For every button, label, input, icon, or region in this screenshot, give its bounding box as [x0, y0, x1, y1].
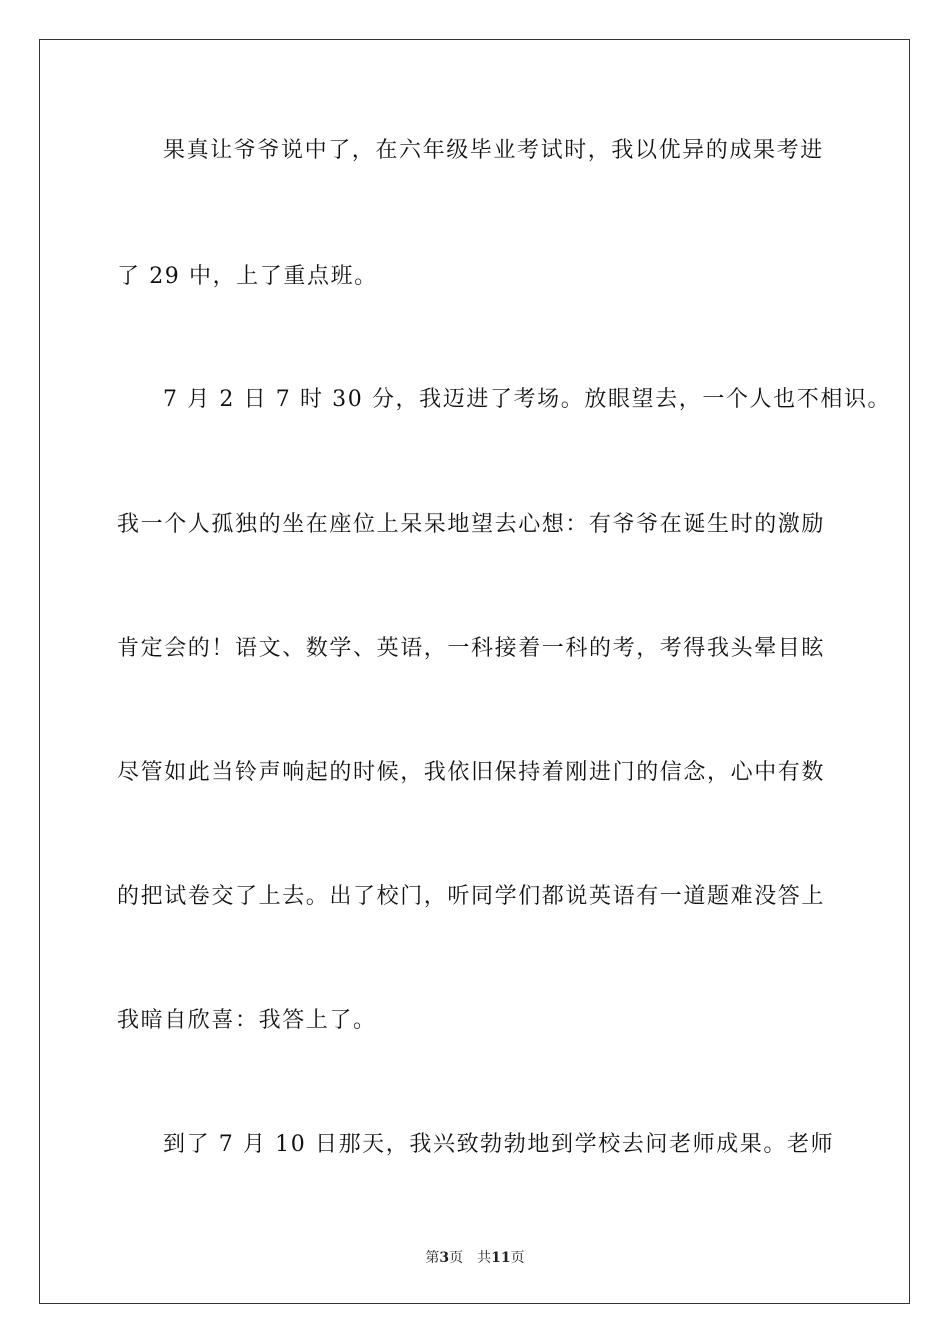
paragraph-line-3: 7 月 2 日 7 时 30 分，我迈进了考场。放眼望去，一个人也不相识。 — [163, 387, 892, 412]
paragraph-line-7: 的把试卷交了上去。出了校门，听同学们都说英语有一道题难没答上 — [117, 884, 826, 909]
page-number: 3 — [439, 1250, 450, 1266]
paragraph-line-5: 肯定会的！语文、数学、英语，一科接着一科的考，考得我头晕目眩 — [117, 636, 826, 661]
paragraph-line-8: 我暗自欣喜：我答上了。 — [117, 1008, 377, 1033]
page-prefix: 第 — [425, 1250, 440, 1266]
page-footer — [0, 1247, 950, 1267]
total-pages: 11 — [491, 1250, 511, 1266]
paragraph-line-2: 了 29 中，上了重点班。 — [117, 264, 378, 289]
page-border — [39, 39, 910, 1304]
paragraph-line-6: 尽管如此当铃声响起的时候，我依旧保持着刚进门的信念，心中有数 — [117, 760, 826, 785]
paragraph-line-9: 到了 7 月 10 日那天，我兴致勃勃地到学校去问老师成果。老师 — [163, 1132, 835, 1157]
total-suffix: 页 — [510, 1250, 525, 1266]
paragraph-line-4: 我一个人孤独的坐在座位上呆呆地望去心想：有爷爷在诞生时的激励 — [117, 512, 826, 537]
total-prefix: 共 — [477, 1250, 492, 1266]
paragraph-line-1: 果真让爷爷说中了，在六年级毕业考试时，我以优异的成果考进 — [163, 138, 824, 163]
page-suffix: 页 — [449, 1250, 464, 1266]
